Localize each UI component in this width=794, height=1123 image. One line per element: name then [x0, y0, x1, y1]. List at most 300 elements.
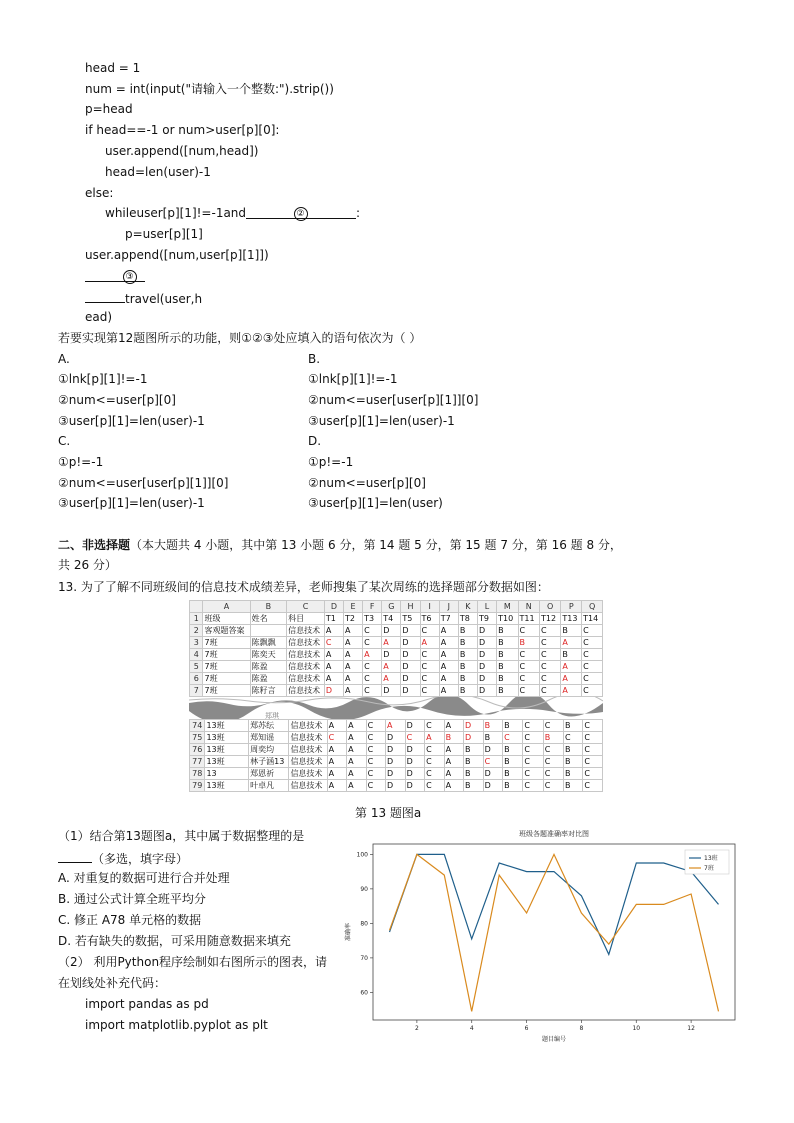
table-cell: 信息技术: [287, 625, 325, 637]
table-cell: A: [327, 768, 346, 780]
table-cell: A: [425, 732, 444, 744]
table-cell: C: [425, 780, 444, 792]
option-d-label: D.: [308, 434, 322, 448]
table-cell: T14: [582, 613, 603, 625]
column-header: E: [343, 601, 362, 613]
table-cell: C: [543, 780, 563, 792]
table-cell: B: [503, 768, 523, 780]
table-cell: C: [539, 673, 560, 685]
table-cell: T1: [324, 613, 343, 625]
code-line-8: [105, 205, 360, 221]
table-cell: C: [543, 768, 563, 780]
table-cell: 信息技术: [289, 744, 327, 756]
table-cell: B: [503, 744, 523, 756]
table-row: [190, 756, 603, 768]
table-cell: B: [458, 661, 477, 673]
table-cell: C: [539, 637, 560, 649]
table-cell: A: [343, 637, 362, 649]
table-row: [190, 613, 603, 625]
option-a-line-3: ③user[p][1]=len(user)-1: [58, 414, 205, 428]
row-number: 4: [190, 649, 203, 661]
table-cell: T9: [477, 613, 496, 625]
table-cell: A: [561, 673, 582, 685]
table-cell: 7班: [203, 661, 250, 673]
column-header: N: [518, 601, 539, 613]
column-header-row: [190, 601, 603, 613]
table-cell: D: [464, 720, 484, 732]
table-cell: A: [439, 637, 458, 649]
table-cell: D: [401, 661, 420, 673]
table-cell: 信息技术: [289, 720, 327, 732]
table-cell: C: [523, 720, 543, 732]
table-cell: 陈飘飘: [250, 637, 287, 649]
table-cell: C: [582, 661, 603, 673]
table-cell: B: [563, 744, 582, 756]
sub2-text-2: 在划线处补充代码：: [58, 976, 167, 990]
code-line-5: user.append([num,head]): [105, 144, 259, 158]
table-cell: C: [425, 720, 444, 732]
blank-mark-3: ③: [123, 270, 137, 284]
table-cell: 周奕均: [249, 744, 289, 756]
x-tick-label: 6: [524, 1025, 529, 1032]
table-cell: A: [420, 637, 439, 649]
sub1-option-d: D. 若有缺失的数据，可采用随意数据来填充: [58, 934, 291, 948]
import-line-1: import pandas as pd: [85, 997, 209, 1011]
table-cell: C: [366, 720, 385, 732]
table-cell: A: [561, 685, 582, 697]
table-cell: B: [503, 720, 523, 732]
torn-partial-text: 郑琪: [265, 712, 279, 719]
table-row: [190, 780, 603, 792]
code-line-9: p=user[p][1]: [125, 227, 203, 241]
sub1-option-c: C. 修正 A78 单元格的数据: [58, 913, 202, 927]
table-cell: D: [405, 756, 425, 768]
table-cell: D: [401, 685, 420, 697]
option-d-line-3: ③user[p][1]=len(user): [308, 496, 443, 510]
table-row: [190, 768, 603, 780]
row-number: 5: [190, 661, 203, 673]
table-cell: C: [518, 673, 539, 685]
table-cell: B: [503, 780, 523, 792]
column-header: L: [477, 601, 496, 613]
table-cell: T7: [439, 613, 458, 625]
table-cell: 陈奕天: [250, 649, 287, 661]
table-cell: C: [539, 625, 560, 637]
table-cell: D: [477, 673, 496, 685]
table-cell: A: [343, 685, 362, 697]
table-cell: T2: [343, 613, 362, 625]
table-cell: C: [420, 685, 439, 697]
table-cell: C: [523, 780, 543, 792]
table-cell: B: [497, 673, 518, 685]
table-cell: A: [347, 780, 366, 792]
table-cell: D: [464, 732, 484, 744]
table-cell: C: [539, 661, 560, 673]
table-cell: B: [497, 625, 518, 637]
table-cell: 陈籽言: [250, 685, 287, 697]
spreadsheet-figure: [189, 600, 603, 792]
column-header: F: [363, 601, 382, 613]
option-c-line-2: ②num<=user[user[p][1]][0]: [58, 476, 229, 490]
table-cell: C: [366, 768, 385, 780]
table-cell: 郑恩祈: [249, 768, 289, 780]
table-cell: 叶卓凡: [249, 780, 289, 792]
table-cell: D: [483, 744, 503, 756]
row-number: 78: [190, 768, 205, 780]
table-cell: C: [366, 744, 385, 756]
table-cell: A: [439, 661, 458, 673]
table-cell: 7班: [203, 649, 250, 661]
table-cell: 信息技术: [289, 780, 327, 792]
table-cell: 13班: [205, 732, 249, 744]
table-cell: B: [497, 685, 518, 697]
table-cell: 信息技术: [287, 649, 325, 661]
x-axis-label: 题目编号: [541, 1036, 567, 1043]
table-cell: D: [386, 756, 406, 768]
option-c-line-1: ①p!=-1: [58, 455, 104, 469]
table-cell: B: [458, 685, 477, 697]
table-row: [190, 673, 603, 685]
table-cell: B: [464, 780, 484, 792]
table-cell: A: [343, 673, 362, 685]
sub1-option-a: A. 对重复的数据可进行合并处理: [58, 871, 230, 885]
column-header: P: [561, 601, 582, 613]
table-cell: C: [425, 756, 444, 768]
table-cell: T4: [382, 613, 401, 625]
table-cell: C: [518, 685, 539, 697]
table-cell: C: [363, 637, 382, 649]
table-cell: C: [366, 756, 385, 768]
option-a-line-1: ①lnk[p][1]!=-1: [58, 372, 148, 386]
table-cell: A: [327, 744, 346, 756]
option-b-line-2: ②num<=user[user[p][1]][0]: [308, 393, 479, 407]
table-cell: D: [405, 768, 425, 780]
code-line-7: else:: [85, 186, 114, 200]
column-header: O: [539, 601, 560, 613]
table-cell: D: [401, 637, 420, 649]
table-cell: C: [363, 661, 382, 673]
table-cell: C: [523, 756, 543, 768]
legend-label-1: 13班: [704, 855, 718, 862]
table-cell: A: [327, 756, 346, 768]
section-title: 二、非选择题: [58, 538, 131, 552]
row-number: 1: [190, 613, 203, 625]
option-a-line-2: ②num<=user[p][0]: [58, 393, 176, 407]
table-cell: D: [386, 768, 406, 780]
table-cell: C: [420, 673, 439, 685]
table-cell: 13班: [205, 720, 249, 732]
table-cell: B: [563, 768, 582, 780]
table-cell: B: [561, 625, 582, 637]
table-cell: C: [363, 685, 382, 697]
sub1-text-2-line: [58, 849, 188, 867]
table-cell: C: [543, 720, 563, 732]
table-cell: C: [324, 637, 343, 649]
table-cell: D: [405, 720, 425, 732]
table-cell: C: [543, 756, 563, 768]
table-cell: T5: [401, 613, 420, 625]
table-cell: T6: [420, 613, 439, 625]
plot-frame: [373, 844, 735, 1020]
row-number: 75: [190, 732, 205, 744]
table-cell: D: [477, 661, 496, 673]
table-cell: A: [382, 661, 401, 673]
table-cell: D: [401, 625, 420, 637]
code-line-6: head=len(user)-1: [105, 165, 211, 179]
column-header: I: [420, 601, 439, 613]
table-cell: D: [386, 744, 406, 756]
table-cell: A: [439, 625, 458, 637]
table-cell: B: [483, 732, 503, 744]
table-cell: A: [343, 649, 362, 661]
table-cell: A: [439, 649, 458, 661]
code-while-text: whileuser[p][1]!=-1and: [105, 206, 247, 220]
table-cell: C: [523, 768, 543, 780]
column-header: K: [458, 601, 477, 613]
table-row: [190, 685, 603, 697]
table-cell: D: [386, 732, 406, 744]
table-cell: 客观题答案: [203, 625, 250, 637]
table-cell: 信息技术: [289, 768, 327, 780]
column-header: M: [497, 601, 518, 613]
section-heading: [58, 537, 622, 553]
table-cell: C: [363, 673, 382, 685]
code-line-10: user.append([num,user[p][1]]): [85, 248, 269, 262]
table-cell: 信息技术: [287, 673, 325, 685]
table-cell: T8: [458, 613, 477, 625]
table-cell: A: [439, 685, 458, 697]
table-cell: A: [324, 673, 343, 685]
table-cell: C: [420, 649, 439, 661]
table-row: [190, 720, 603, 732]
y-tick-label: 90: [360, 885, 368, 893]
y-tick-label: 100: [356, 851, 368, 859]
code-line-13: ead): [85, 310, 113, 324]
table-cell: 信息技术: [287, 685, 325, 697]
table-cell: D: [382, 649, 401, 661]
question-stem: 若要实现第12题图所示的功能，则①②③处应填入的语句依次为（ ）: [58, 331, 422, 345]
table-cell: 林子涵13: [249, 756, 289, 768]
table-cell: B: [563, 720, 582, 732]
table-cell: B: [464, 744, 484, 756]
table-cell: A: [347, 768, 366, 780]
code-line-4: if head==-1 or num>user[p][0]:: [85, 123, 280, 137]
table-cell: A: [561, 661, 582, 673]
table-cell: C: [327, 732, 346, 744]
x-tick-label: 4: [469, 1025, 474, 1032]
column-header: [190, 601, 203, 613]
table-cell: 信息技术: [289, 732, 327, 744]
table-cell: C: [503, 732, 523, 744]
table-cell: 信息技术: [289, 756, 327, 768]
table-cell: B: [563, 780, 582, 792]
sheet-table-top: [189, 600, 603, 697]
table-cell: D: [386, 780, 406, 792]
y-tick-label: 60: [360, 989, 368, 997]
table-cell: 13: [205, 768, 249, 780]
table-cell: A: [561, 637, 582, 649]
column-header: B: [250, 601, 287, 613]
table-cell: C: [543, 744, 563, 756]
table-cell: A: [382, 673, 401, 685]
table-cell: C: [582, 625, 603, 637]
sub1-option-b: B. 通过公式计算全班平均分: [58, 892, 206, 906]
blank-travel: [85, 289, 125, 303]
row-number: 74: [190, 720, 205, 732]
legend-label-2: 7班: [704, 865, 714, 872]
table-cell: C: [518, 625, 539, 637]
option-b-label: B.: [308, 352, 321, 366]
table-cell: C: [366, 780, 385, 792]
torn-paper-icon: [189, 697, 603, 719]
column-header: C: [287, 601, 325, 613]
table-cell: D: [483, 780, 503, 792]
table-cell: C: [583, 744, 603, 756]
option-c-line-3: ③user[p][1]=len(user)-1: [58, 496, 205, 510]
row-number: 3: [190, 637, 203, 649]
table-cell: D: [477, 637, 496, 649]
x-tick-label: 2: [414, 1025, 419, 1032]
import-line-2: import matplotlib.pyplot as plt: [85, 1018, 268, 1032]
option-d-line-2: ②num<=user[p][0]: [308, 476, 426, 490]
table-cell: 13班: [205, 780, 249, 792]
table-cell: 班级: [203, 613, 250, 625]
section-desc-1: （本大题共 4 小题，其中第 13 小题 6 分，第 14 题 5 分，第 15 题 7 分，第 16 题 8 分，: [130, 538, 622, 552]
table-cell: D: [483, 768, 503, 780]
option-b-line-1: ①lnk[p][1]!=-1: [308, 372, 398, 386]
table-cell: A: [347, 756, 366, 768]
table-cell: C: [582, 685, 603, 697]
sub2-text-1: （2） 利用Python程序绘制如右图所示的图表，请: [58, 955, 328, 969]
sub1-text-2: （多选，填字母）: [92, 852, 189, 866]
torn-edge: [189, 697, 603, 719]
y-tick-label: 80: [360, 920, 368, 928]
table-cell: C: [583, 768, 603, 780]
table-cell: B: [464, 768, 484, 780]
table-cell: A: [363, 649, 382, 661]
table-cell: D: [382, 625, 401, 637]
table-cell: A: [444, 768, 463, 780]
table-cell: 7班: [203, 637, 250, 649]
table-cell: C: [366, 732, 385, 744]
code-line-11: [85, 268, 145, 284]
section-desc-2: 共 26 分）: [58, 558, 117, 572]
table-cell: C: [523, 732, 543, 744]
table-cell: A: [324, 625, 343, 637]
table-cell: 科目: [287, 613, 325, 625]
table-cell: A: [444, 756, 463, 768]
table-cell: C: [583, 780, 603, 792]
code-line-12: [85, 289, 202, 307]
table-cell: C: [405, 732, 425, 744]
x-tick-label: 12: [687, 1025, 695, 1032]
code-line-3: p=head: [85, 102, 133, 116]
table-cell: D: [401, 649, 420, 661]
table-cell: T11: [518, 613, 539, 625]
table-cell: D: [324, 685, 343, 697]
table-cell: T3: [363, 613, 382, 625]
table-cell: 郑知谣: [249, 732, 289, 744]
table-cell: A: [343, 625, 362, 637]
table-cell: 郑苏纭: [249, 720, 289, 732]
table-cell: 信息技术: [287, 637, 325, 649]
table-cell: D: [477, 685, 496, 697]
table-row: [190, 649, 603, 661]
option-d-line-1: ①p!=-1: [308, 455, 354, 469]
row-number: 76: [190, 744, 205, 756]
table-cell: D: [477, 649, 496, 661]
sheet-table-bottom: [189, 719, 603, 792]
column-header: A: [203, 601, 250, 613]
table-cell: D: [477, 625, 496, 637]
table-cell: T13: [561, 613, 582, 625]
code-line-1: head = 1: [85, 61, 141, 75]
table-cell: B: [563, 756, 582, 768]
figure-caption: 第 13 题图a: [355, 806, 422, 820]
blank-mark-2: ②: [294, 207, 308, 221]
table-cell: C: [363, 625, 382, 637]
table-cell: C: [582, 673, 603, 685]
row-number: 77: [190, 756, 205, 768]
table-cell: B: [561, 649, 582, 661]
code-travel-text: travel(user,h: [125, 292, 203, 306]
table-cell: C: [563, 732, 582, 744]
row-number: 7: [190, 685, 203, 697]
table-row: [190, 637, 603, 649]
column-header: G: [382, 601, 401, 613]
table-cell: C: [483, 756, 503, 768]
table-cell: 13班: [205, 744, 249, 756]
option-b-line-3: ③user[p][1]=len(user)-1: [308, 414, 455, 428]
table-cell: A: [327, 780, 346, 792]
table-cell: C: [582, 637, 603, 649]
table-cell: C: [582, 649, 603, 661]
column-header: J: [439, 601, 458, 613]
code-colon: :: [356, 206, 361, 220]
table-cell: A: [382, 637, 401, 649]
table-cell: D: [401, 673, 420, 685]
column-header: D: [324, 601, 343, 613]
table-cell: A: [439, 673, 458, 685]
sub1-answer-blank: [58, 849, 92, 863]
x-tick-label: 8: [579, 1025, 584, 1032]
table-cell: C: [583, 720, 603, 732]
table-cell: C: [420, 661, 439, 673]
q13-intro: 13. 为了了解不同班级间的信息技术成绩差异，老师搜集了某次周练的选择题部分数据如图：: [58, 580, 549, 594]
y-axis-label: 准确率: [345, 922, 352, 942]
table-cell: B: [483, 720, 503, 732]
table-cell: 陈盈: [250, 661, 287, 673]
table-cell: A: [444, 744, 463, 756]
table-cell: B: [518, 637, 539, 649]
table-cell: B: [458, 649, 477, 661]
table-cell: 姓名: [250, 613, 287, 625]
blank-2: [246, 205, 356, 219]
table-cell: 7班: [203, 685, 250, 697]
table-cell: 13班: [205, 756, 249, 768]
column-header: Q: [582, 601, 603, 613]
table-cell: B: [458, 673, 477, 685]
sub1-text-1: （1）结合第13题图a，其中属于数据整理的是: [58, 829, 305, 843]
row-number: 79: [190, 780, 205, 792]
table-cell: A: [347, 744, 366, 756]
table-cell: A: [327, 720, 346, 732]
table-cell: 7班: [203, 673, 250, 685]
table-row: [190, 744, 603, 756]
blank-3: [85, 268, 145, 282]
code-line-2: num = int(input("请输入一个整数:").strip()): [85, 82, 334, 96]
table-cell: 信息技术: [287, 661, 325, 673]
